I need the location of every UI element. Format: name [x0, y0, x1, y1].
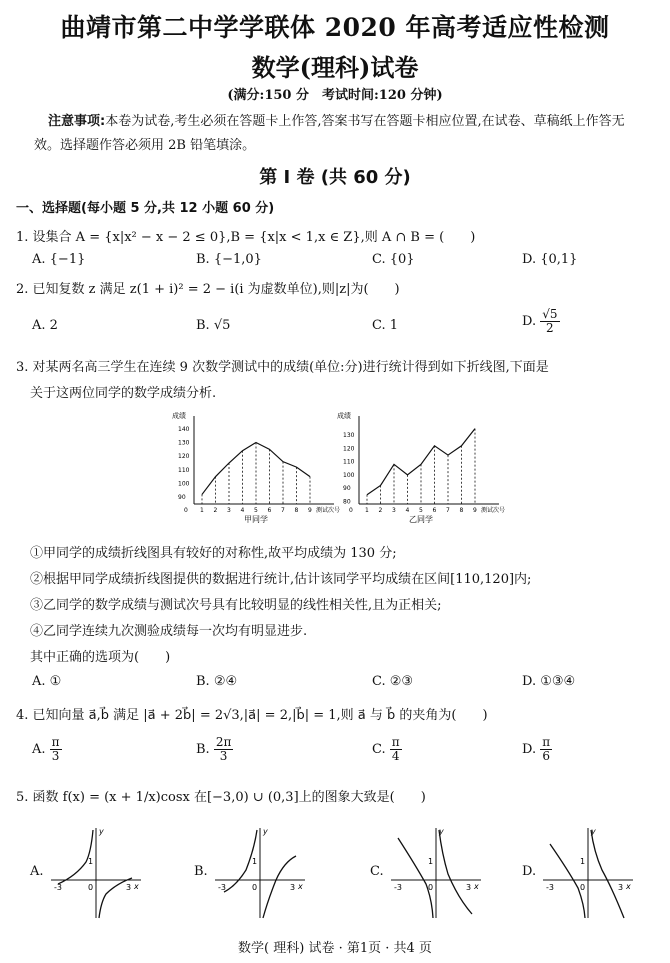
y-tick-label: 140 [178, 425, 190, 433]
graph-c [386, 822, 486, 922]
x-tick-label: 4 [405, 507, 410, 514]
q1-stem: 1. 设集合 A = {x|x² − x − 2 ≤ 0},B = {x|x < 1,x ∈ Z},则 A ∩ B = ( ) [16, 230, 476, 245]
y-tick-label: 100 [178, 480, 190, 488]
notice-label: 注意事项: [48, 114, 106, 129]
q2-option-d-den: 2 [546, 321, 554, 335]
x-tick-label: 5 [419, 507, 423, 514]
q3-statement-3: ③乙同学的数学成绩与测试次号具有比较明显的线性相关性,且为正相关; [30, 598, 442, 613]
q5-stem: 5. 函数 f(x) = (x + 1/x)cosx 在[−3,0) ∪ (0,3]上的图象大致是( ) [16, 790, 426, 805]
q4-option-b-num: 2π [215, 735, 232, 749]
q4-option-a-den: 3 [51, 749, 60, 763]
q3-option-c: C. ②③ [372, 674, 414, 689]
origin-label: 0 [184, 507, 188, 514]
q4-option-c-den: 4 [391, 749, 400, 763]
q4-option-c-num: π [391, 735, 400, 749]
q3-stem-line2: 关于这两位同学的数学成绩分析. [30, 386, 217, 401]
q3-option-d: D. ①③④ [522, 674, 576, 689]
q4-option-b-den: 3 [219, 749, 228, 763]
x-tick-label: 2 [213, 507, 218, 514]
q3-statement-4: ④乙同学连续九次测验成绩每一次均有明显进步. [30, 624, 308, 639]
q4-option-a-fraction [50, 736, 62, 763]
tick-one: 1 [580, 857, 586, 866]
q1-option-c: C. {0} [372, 252, 415, 267]
q2-option-a: A. 2 [32, 318, 58, 333]
y-tick-label: 120 [343, 445, 355, 453]
q4-option-d [522, 736, 552, 763]
tick-zero: 0 [428, 883, 434, 892]
q4-option-a [32, 736, 62, 763]
y-axis-label: y [439, 827, 444, 836]
x-tick-label: 7 [446, 507, 450, 514]
y-tick-label: 80 [343, 498, 351, 506]
q4-option-c-fraction [390, 736, 402, 763]
x-tick-label: 8 [294, 507, 299, 514]
x-tick-label: 3 [227, 507, 231, 514]
chart-jia [170, 412, 350, 527]
q4-option-d-fraction [540, 736, 552, 763]
chart-caption: 乙同学 [409, 515, 433, 524]
q3-option-b: B. ②④ [196, 674, 238, 689]
q3-option-a: A. ① [32, 674, 62, 689]
x-tick-label: 1 [200, 507, 204, 514]
q5-option-c-label: C. [370, 864, 384, 879]
y-tick-label: 90 [178, 494, 186, 502]
q4-option-b-label: B. [196, 742, 210, 757]
q3-statement-1: ①甲同学的成绩折线图具有较好的对称性,故平均成绩为 130 分; [30, 546, 397, 561]
y-axis-label: 成绩 [337, 412, 351, 420]
x-axis-label: 测试次号 [316, 507, 341, 514]
q4-option-d-label: D. [522, 742, 537, 757]
tick-one: 1 [252, 857, 258, 866]
q4-option-d-den: 6 [542, 749, 550, 763]
q2-option-d-num: √5 [542, 307, 558, 321]
y-tick-label: 130 [178, 439, 190, 447]
x-axis-label: x [474, 882, 479, 891]
y-tick-label: 130 [343, 432, 355, 440]
q5-option-d-label: D. [522, 864, 537, 879]
x-tick-label: 4 [240, 507, 245, 514]
graph-b [210, 822, 310, 922]
q1-option-d: D. {0,1} [522, 252, 578, 267]
q5-option-a-label: A. [30, 864, 44, 879]
y-tick-label: 110 [178, 466, 190, 474]
exam-title: 曲靖市第二中学学联体 2020 年高考适应性检测 [60, 13, 610, 42]
q2-option-c: C. 1 [372, 318, 399, 333]
x-tick-label: 6 [267, 507, 272, 514]
q4-option-c [372, 736, 402, 763]
notice-text: 本卷为试卷,考生必须在答题卡上作答,答案书写在答题卡相应位置,在试卷、草稿纸上作答无效。选择题作答必须用 2B 铅笔填涂。 [34, 114, 625, 153]
x-axis-label: x [134, 882, 139, 891]
q1-option-a: A. {−1} [32, 252, 86, 267]
part-heading: 第 Ⅰ 卷 (共 60 分) [259, 167, 411, 188]
y-axis-label: 成绩 [172, 412, 186, 420]
x-tick-label: 1 [365, 507, 369, 514]
tick-neg3: -3 [218, 883, 226, 892]
q4-option-c-label: C. [372, 742, 386, 757]
y-tick-label: 120 [178, 453, 190, 461]
y-tick-label: 110 [343, 458, 355, 466]
curve-left [550, 844, 585, 918]
tick-zero: 0 [580, 883, 586, 892]
origin-label: 0 [349, 507, 353, 514]
tick-zero: 0 [88, 883, 94, 892]
q5-option-b-label: B. [194, 864, 208, 879]
q3-stem-line1: 3. 对某两名高三学生在连续 9 次数学测试中的成绩(单位:分)进行统计得到如下折线图,下面是 [16, 360, 549, 375]
q2-option-b: B. √5 [196, 318, 231, 333]
q4-stem: 4. 已知向量 a⃗,b⃗ 满足 |a⃗ + 2b⃗| = 2√3,|a⃗| = 2,|b⃗| = 1,则 a⃗ 与 b⃗ 的夹角为( ) [16, 708, 488, 723]
x-tick-label: 7 [281, 507, 285, 514]
tick-pos3: 3 [126, 883, 132, 892]
tick-pos3: 3 [290, 883, 296, 892]
curve-left [58, 830, 93, 884]
x-axis-label: x [298, 882, 303, 891]
x-tick-label: 8 [459, 507, 464, 514]
chart-yi [335, 412, 515, 527]
exam-subtitle: 数学(理科)试卷 [251, 53, 419, 82]
page-footer: 数学( 理科) 试卷 · 第1页 · 共4 页 [238, 941, 432, 956]
x-axis-label: x [626, 882, 631, 891]
q4-option-b [196, 736, 233, 763]
x-tick-label: 2 [378, 507, 383, 514]
tick-zero: 0 [252, 883, 258, 892]
y-tick-label: 90 [343, 485, 351, 493]
tick-neg3: -3 [394, 883, 402, 892]
tick-pos3: 3 [466, 883, 472, 892]
graph-d [538, 822, 638, 922]
x-tick-label: 3 [392, 507, 396, 514]
tick-one: 1 [428, 857, 434, 866]
notice [34, 110, 648, 158]
tick-one: 1 [88, 857, 94, 866]
q4-option-a-label: A. [32, 742, 46, 757]
q3-ask: 其中正确的选项为( ) [30, 650, 171, 665]
section-heading: 一、选择题(每小题 5 分,共 12 小题 60 分) [16, 201, 275, 216]
q1-option-b: B. {−1,0} [196, 252, 262, 267]
y-tick-label: 100 [343, 471, 355, 479]
curve-right [591, 830, 624, 918]
q4-option-d-num: π [542, 735, 551, 749]
q4-option-b-fraction [214, 736, 234, 763]
q3-statement-2: ②根据甲同学成绩折线图提供的数据进行统计,估计该同学平均成绩在区间[110,120]内; [30, 572, 532, 587]
y-axis-label: y [99, 827, 104, 836]
graph-a [46, 822, 146, 922]
exam-meta: (满分:150 分 考试时间:120 分钟) [227, 88, 443, 103]
y-axis-label: y [591, 827, 596, 836]
q2-option-d-fraction [540, 308, 559, 335]
tick-neg3: -3 [546, 883, 554, 892]
curve-left [398, 838, 433, 918]
y-axis-label: y [263, 827, 268, 836]
x-tick-label: 9 [473, 507, 477, 514]
x-tick-label: 6 [432, 507, 437, 514]
tick-pos3: 3 [618, 883, 624, 892]
tick-neg3: -3 [54, 883, 62, 892]
q2-option-d [522, 308, 560, 335]
curve-right [439, 830, 472, 914]
chart-caption: 甲同学 [244, 515, 268, 524]
q2-stem: 2. 已知复数 z 满足 z(1 + i)² = 2 − i(i 为虚数单位),则|z|为( ) [16, 282, 400, 297]
q2-option-d-label: D. [522, 314, 537, 329]
x-axis-label: 测试次号 [481, 507, 506, 514]
q4-option-a-num: π [51, 735, 60, 749]
x-tick-label: 5 [254, 507, 258, 514]
x-tick-label: 9 [308, 507, 312, 514]
